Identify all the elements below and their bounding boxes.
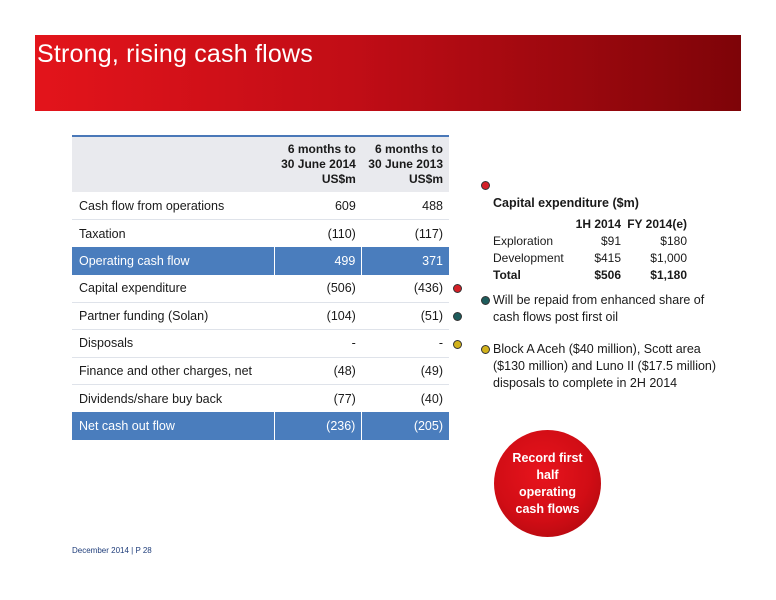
capex-row-fy: $1,000 — [650, 250, 687, 265]
table-row — [72, 192, 449, 220]
capex-row-fy: $180 — [660, 233, 687, 248]
capex-block — [493, 196, 693, 283]
capex-row-1h: $506 — [594, 267, 622, 282]
row-value-2013: (436) — [413, 281, 443, 295]
header-2013-line1: 6 months to — [375, 142, 443, 156]
cash-flow-table — [72, 135, 449, 440]
table-header-row — [72, 136, 449, 192]
row-label: Cash flow from operations — [79, 198, 225, 213]
row-value-2013: (117) — [414, 226, 443, 241]
capex-total-row — [493, 266, 687, 283]
bullet-dot-teal-icon — [481, 296, 490, 305]
row-value-2014: (77) — [333, 391, 356, 406]
capex-row-label: Development — [493, 250, 564, 265]
row-label: Finance and other charges, net — [79, 363, 253, 378]
capex-table — [493, 215, 687, 283]
capex-title: Capital expenditure ($m) — [493, 196, 639, 210]
disposals-note: Block A Aceh ($40 million), Scott area ($130 million) and Luno II ($17.5 million) disposals to complete in 2H 2014 — [493, 342, 717, 390]
callout-circle — [494, 430, 601, 537]
capex-row-1h: $415 — [594, 250, 622, 265]
row-value-2014: (110) — [327, 226, 356, 241]
bullet-dot-red-icon — [481, 181, 490, 190]
capex-row — [493, 249, 687, 266]
row-value-2013: (49) — [420, 363, 443, 378]
header-2014-line2: 30 June 2014 — [281, 157, 356, 171]
row-label: Disposals — [79, 336, 134, 351]
capex-header-fy: FY 2014(e) — [627, 216, 687, 231]
row-label: Capital expenditure — [79, 281, 187, 295]
capex-row — [493, 232, 687, 249]
row-marker-yellow-icon — [453, 340, 462, 349]
table-row — [72, 302, 449, 330]
row-value-2013: (40) — [420, 391, 443, 406]
row-value-2013: 488 — [422, 198, 443, 213]
bullet-dot-yellow-icon — [481, 345, 490, 354]
row-label: Dividends/share buy back — [79, 391, 223, 406]
row-value-2014: (104) — [326, 308, 356, 323]
table-row-highlight — [72, 247, 449, 275]
header-2014 — [274, 136, 362, 192]
page-footer: December 2014 | P 28 — [72, 546, 152, 555]
header-2014-line3: US$m — [321, 172, 356, 186]
capex-header-1h: 1H 2014 — [575, 216, 622, 231]
header-2013-line3: US$m — [408, 172, 443, 186]
capex-header-blank — [493, 215, 571, 232]
table-row-highlight — [72, 412, 449, 440]
row-value-2013: - — [438, 336, 443, 351]
row-value-2013: (205) — [362, 412, 449, 440]
table-row — [72, 357, 449, 385]
callout-text: Record first half operating cash flows — [512, 450, 583, 516]
row-value-2014: (506) — [326, 281, 356, 295]
table-row — [72, 275, 449, 303]
row-value-2014: - — [351, 336, 356, 351]
row-value-2014: 499 — [274, 247, 362, 275]
header-blank-cell — [72, 136, 274, 192]
row-label: Partner funding (Solan) — [79, 308, 209, 323]
row-value-2013: (51) — [420, 308, 443, 323]
capex-header-row — [493, 215, 687, 232]
capex-row-1h: $91 — [600, 233, 622, 248]
row-value-2014: (236) — [274, 412, 362, 440]
header-2013-line2: 30 June 2013 — [368, 157, 443, 171]
capex-row-label: Exploration — [493, 233, 554, 248]
row-label: Operating cash flow — [79, 253, 190, 268]
row-value-2014: 609 — [334, 198, 356, 213]
capex-row-label: Total — [493, 267, 521, 282]
header-2013 — [362, 136, 449, 192]
table-row — [72, 385, 449, 413]
header-2014-line1: 6 months to — [287, 142, 356, 156]
capex-row-fy: $1,180 — [650, 267, 687, 282]
slide-title: Strong, rising cash flows — [37, 40, 313, 68]
row-label: Net cash out flow — [79, 418, 175, 433]
table-row — [72, 220, 449, 248]
table-row — [72, 330, 449, 358]
partner-funding-note: Will be repaid from enhanced share of cash flows post first oil — [493, 293, 705, 324]
row-value-2013: 371 — [362, 247, 449, 275]
row-marker-red-icon — [453, 284, 462, 293]
row-marker-teal-icon — [453, 312, 462, 321]
row-value-2014: (48) — [333, 363, 356, 378]
row-label: Taxation — [79, 226, 126, 241]
